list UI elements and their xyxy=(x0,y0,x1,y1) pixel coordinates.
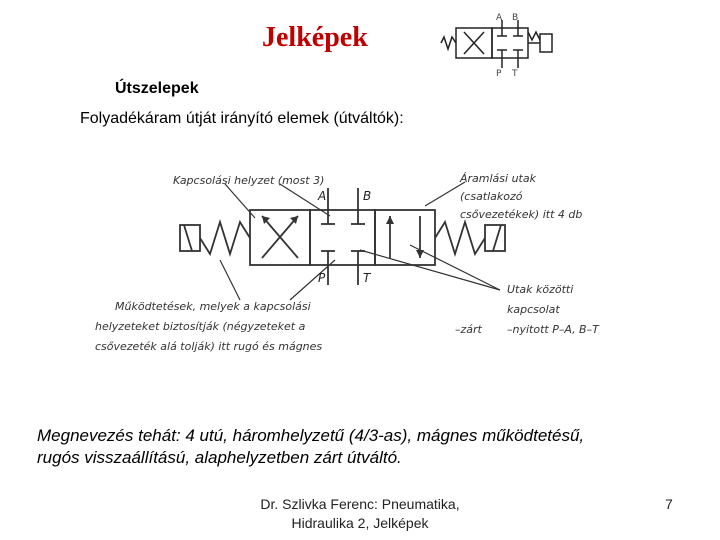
small-port-t-label: T xyxy=(512,69,518,76)
small-port-b-label: B xyxy=(512,13,519,23)
annotation-connections-line1: Utak közötti xyxy=(507,283,574,296)
small-port-p-label: P xyxy=(496,69,502,76)
footer-line-1: Dr. Szlivka Ferenc: Pneumatika, xyxy=(260,496,460,512)
annotation-open: –nyitott P–A, B–T xyxy=(507,323,599,336)
footer-credit xyxy=(240,495,480,533)
section-subtitle: Útszelepek xyxy=(115,80,199,97)
annotation-actuation-line1: Működtetések, melyek a kapcsolási xyxy=(115,300,311,313)
annotation-paths-line3: csővezetékek) itt 4 db xyxy=(460,208,583,221)
valve-diagram xyxy=(80,150,628,362)
small-port-a-label: A xyxy=(496,13,503,23)
annotation-positions: Kapcsolási helyzet (most 3) xyxy=(173,174,325,187)
small-valve-symbol xyxy=(440,10,560,76)
port-t-label: T xyxy=(363,271,371,285)
footer-line-2: Hidraulika 2, Jelképek xyxy=(291,515,429,531)
annotation-paths-line2: (csatlakozó xyxy=(460,190,523,203)
slide-title: Jelképek xyxy=(262,22,368,53)
annotation-actuation-line3: csővezeték alá tolják) itt rugó és mágnes xyxy=(95,340,323,353)
port-p-label: P xyxy=(318,271,326,285)
port-b-label: B xyxy=(363,189,372,203)
page-number: 7 xyxy=(665,496,673,512)
summary-line-2: rugós visszaállítású, alaphelyzetben zárt útváltó. xyxy=(37,448,402,467)
annotation-closed: –zárt xyxy=(455,323,482,336)
summary-line-1: Megnevezés tehát: 4 utú, háromhelyzetű (4/3-as), mágnes működtetésű, xyxy=(37,426,585,445)
annotation-paths-line1: Áramlási utak xyxy=(460,172,536,185)
annotation-connections-line2: kapcsolat xyxy=(507,303,560,316)
port-a-label: A xyxy=(318,189,327,203)
summary-text xyxy=(37,425,697,469)
intro-text: Folyadékáram útját irányító elemek (útváltók): xyxy=(80,110,404,127)
annotation-actuation-line2: helyzeteket biztosítják (négyzeteket a xyxy=(95,320,306,333)
